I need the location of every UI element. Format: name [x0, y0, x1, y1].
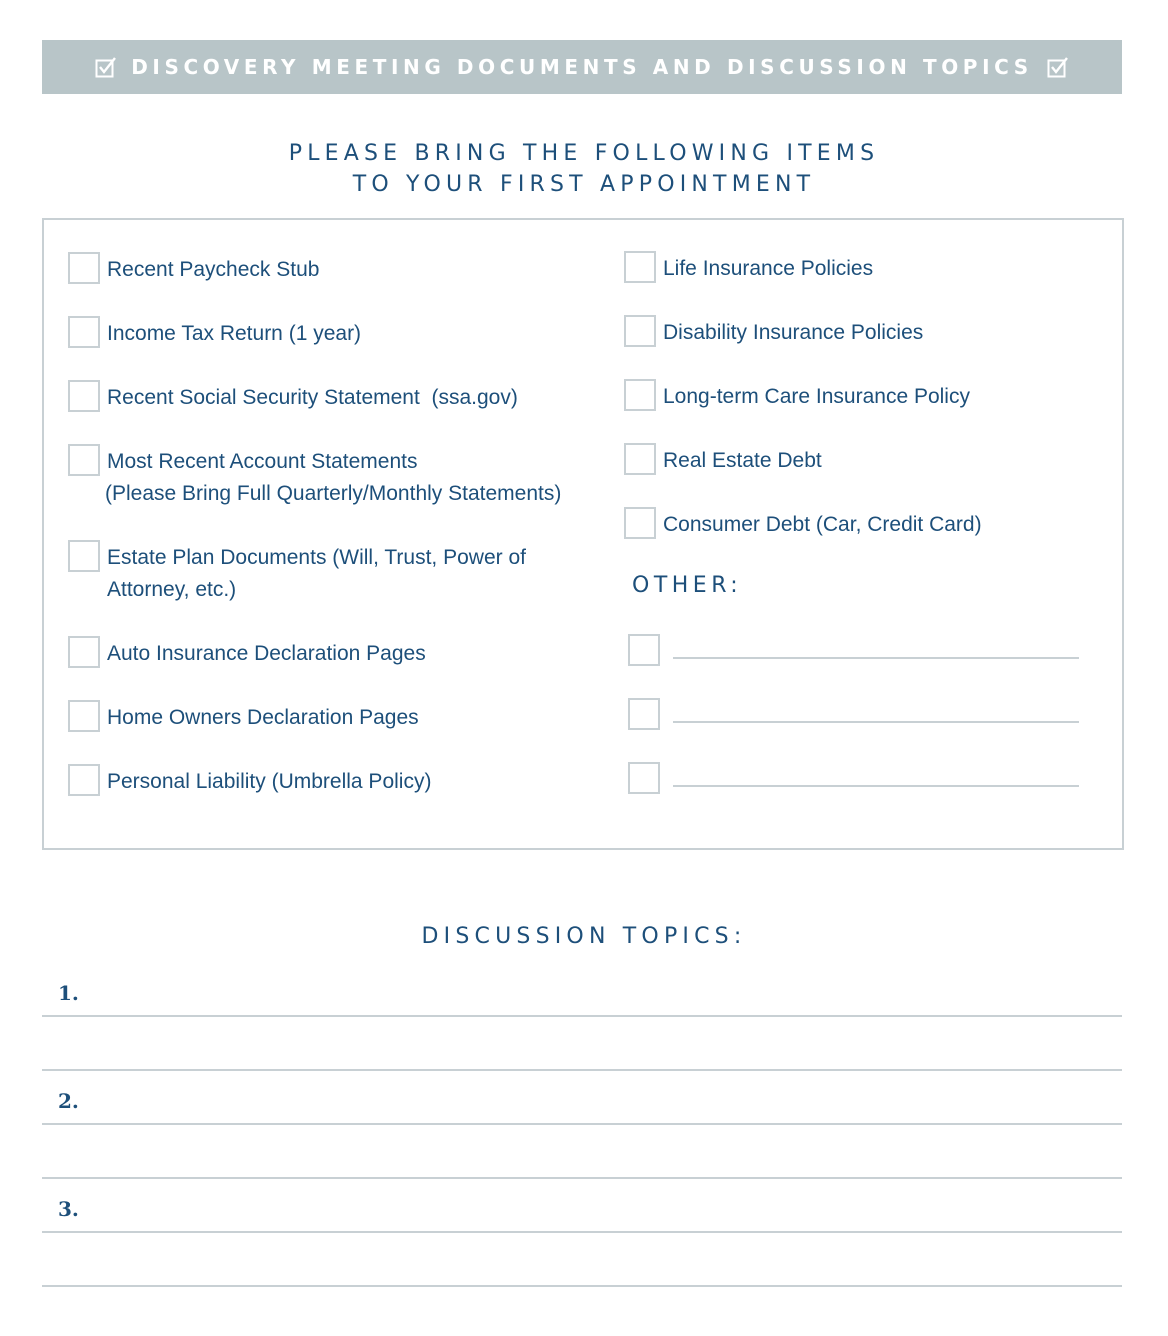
- other-heading: OTHER:: [632, 573, 743, 598]
- topic-number: 3.: [58, 1197, 79, 1221]
- topic-number: 2.: [58, 1089, 79, 1113]
- topic-write-line[interactable]: [42, 1231, 1122, 1233]
- page-subtitle: [0, 138, 1168, 200]
- checklist-item-label: Estate Plan Documents (Will, Trust, Power of: [107, 546, 526, 569]
- checkbox[interactable]: [68, 700, 100, 732]
- topic-number: 1.: [58, 981, 79, 1005]
- other-write-in-line[interactable]: [673, 785, 1079, 787]
- checklist-item-label: Recent Paycheck Stub: [107, 258, 320, 281]
- checkbox[interactable]: [624, 507, 656, 539]
- checklist-item-label: Real Estate Debt: [663, 449, 822, 472]
- topic-write-line[interactable]: [42, 1177, 1122, 1179]
- topic-write-line[interactable]: [42, 1015, 1122, 1017]
- topic-write-line[interactable]: [42, 1123, 1122, 1125]
- checklist-item-label: Most Recent Account Statements: [107, 450, 418, 473]
- checkbox[interactable]: [624, 379, 656, 411]
- subtitle-line-1: PLEASE BRING THE FOLLOWING ITEMS: [288, 141, 880, 166]
- checklist-item-label: Long-term Care Insurance Policy: [663, 385, 970, 408]
- header-banner: [42, 40, 1122, 94]
- checklist-item-note: (Please Bring Full Quarterly/Monthly Statements): [105, 482, 562, 505]
- checkbox[interactable]: [628, 698, 660, 730]
- checkbox[interactable]: [68, 252, 100, 284]
- checklist-item-label: Personal Liability (Umbrella Policy): [107, 770, 432, 793]
- checkbox[interactable]: [628, 634, 660, 666]
- checklist-item-label-continued: Attorney, etc.): [107, 578, 237, 601]
- topic-write-line[interactable]: [42, 1285, 1122, 1287]
- checkbox[interactable]: [68, 380, 100, 412]
- checkbox[interactable]: [624, 315, 656, 347]
- checkbox[interactable]: [68, 636, 100, 668]
- discussion-topics-heading: DISCUSSION TOPICS:: [421, 924, 747, 949]
- other-write-in-line[interactable]: [673, 657, 1079, 659]
- checked-box-icon: [1047, 56, 1069, 78]
- checkbox[interactable]: [68, 764, 100, 796]
- checklist-item-label: Disability Insurance Policies: [663, 321, 924, 344]
- checkbox[interactable]: [68, 316, 100, 348]
- checklist-item-label: Auto Insurance Declaration Pages: [107, 642, 426, 665]
- checklist-item-label: Recent Social Security Statement (ssa.gov): [107, 386, 518, 409]
- checklist-item-label: Home Owners Declaration Pages: [107, 706, 419, 729]
- checklist-item-label: Life Insurance Policies: [663, 257, 874, 280]
- banner-title: DISCOVERY MEETING DOCUMENTS AND DISCUSSION TOPICS: [131, 55, 1033, 79]
- checkbox[interactable]: [68, 540, 100, 572]
- checkbox[interactable]: [624, 251, 656, 283]
- topic-write-line[interactable]: [42, 1069, 1122, 1071]
- checkbox[interactable]: [68, 444, 100, 476]
- checked-box-icon: [95, 56, 117, 78]
- checkbox[interactable]: [628, 762, 660, 794]
- checkbox[interactable]: [624, 443, 656, 475]
- checklist-item-label: Income Tax Return (1 year): [107, 322, 362, 345]
- checklist-item-label: Consumer Debt (Car, Credit Card): [663, 513, 982, 536]
- other-write-in-line[interactable]: [673, 721, 1079, 723]
- subtitle-line-2: TO YOUR FIRST APPOINTMENT: [352, 172, 816, 197]
